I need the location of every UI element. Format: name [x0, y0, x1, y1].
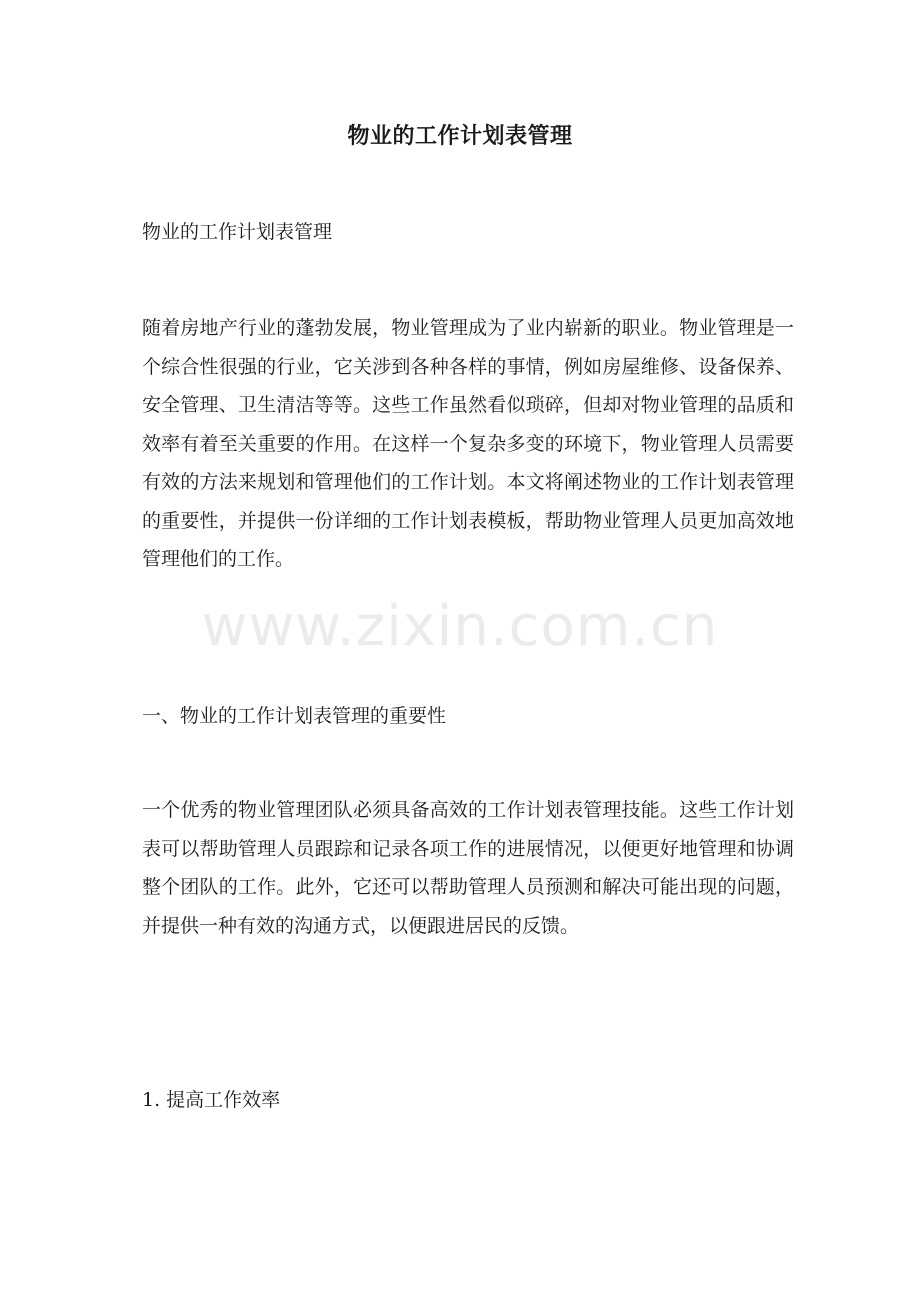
document-title: 物业的工作计划表管理: [347, 123, 573, 149]
list-item-heading: 1. 提高工作效率: [142, 1089, 281, 1111]
section-heading: 一、物业的工作计划表管理的重要性: [142, 705, 447, 727]
document-subtitle: 物业的工作计划表管理: [142, 221, 333, 243]
section-paragraph: 一个优秀的物业管理团队必须具备高效的工作计划表管理技能。这些工作计划表可以帮助管理人员跟踪和记录各项工作的进展情况，以便更好地管理和协调整个团队的工作。此外，它还可以帮助管理人员预测和解决可能出现的问题，并提供一种有效的沟通方式，以便跟进居民的反馈。: [142, 799, 794, 937]
watermark: www.zixin.com.cn: [201, 594, 719, 659]
intro-paragraph: 随着房地产行业的蓬勃发展，物业管理成为了业内崭新的职业。物业管理是一个综合性很强的行业，它关涉到各种各样的事情，例如房屋维修、设备保养、安全管理、卫生清洁等等。这些工作虽然看似琐碎，但却对物业管理的品质和效率有着至关重要的作用。在这样一个复杂多变的环境下，物业管理人员需要有效的方法来规划和管理他们的工作计划。本文将阐述物业的工作计划表管理的重要性，并提供一份详细的工作计划表模板，帮助物业管理人员更加高效地管理他们的工作。: [142, 317, 794, 570]
